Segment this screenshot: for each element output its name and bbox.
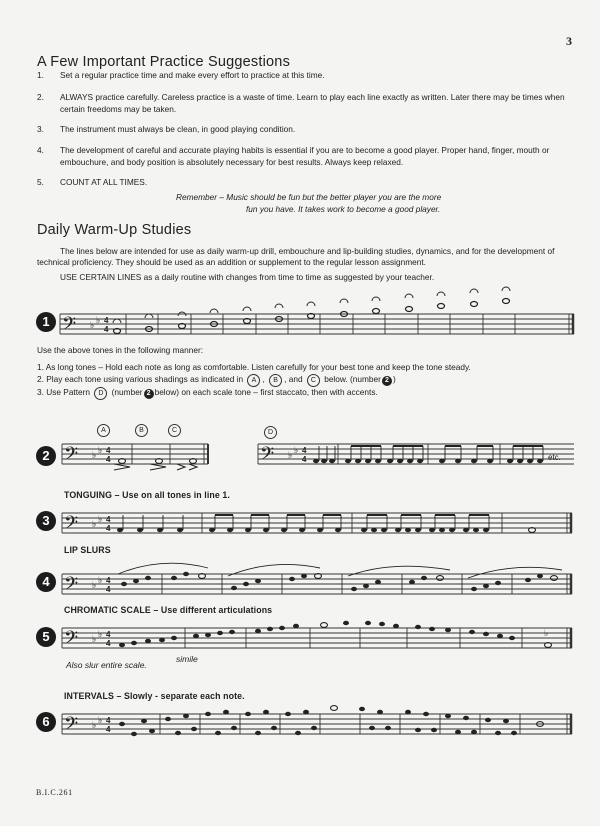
tonguing-title: TONGUING – Use on all tones in line 1.	[64, 490, 230, 500]
item-number: 1.	[37, 70, 44, 80]
svg-text:𝄢: 𝄢	[64, 513, 79, 538]
practice-item	[37, 145, 582, 169]
svg-text:♭: ♭	[294, 445, 299, 455]
svg-text:♭: ♭	[98, 715, 103, 725]
svg-text:♭: ♭	[288, 450, 293, 460]
etc-label: etc.	[548, 453, 561, 462]
circle-c-mark: C	[307, 374, 320, 387]
staff-line-2-right	[258, 440, 576, 476]
simile-note: simile	[176, 654, 198, 664]
item-number: 4.	[37, 145, 44, 155]
staff-line-6	[62, 700, 574, 746]
line2-mark-a: A	[97, 424, 110, 437]
svg-text:4: 4	[106, 524, 111, 533]
svg-text:𝄢: 𝄢	[260, 444, 275, 469]
svg-text:♭: ♭	[98, 575, 103, 585]
warmup-title: Daily Warm-Up Studies	[37, 222, 192, 238]
slur-note: Also slur entire scale.	[66, 660, 147, 670]
remember-line-2: fun you have. It takes work to become a good player.	[246, 204, 441, 214]
item-number: 2.	[37, 92, 44, 102]
line-number-5: 5	[36, 627, 56, 647]
svg-text:4: 4	[302, 455, 307, 464]
svg-text:4: 4	[104, 316, 109, 325]
practice-item	[37, 124, 582, 136]
svg-text:𝄢: 𝄢	[64, 574, 79, 599]
line2-mark-d: D	[264, 426, 277, 439]
remember-label: Remember	[176, 192, 218, 202]
item-text: ALWAYS practice carefully. Careless practice is a waste of time. Learn to play each line exactly as written. Later there may be times when certain freedoms may be taken.	[60, 92, 565, 114]
manner-intro: Use the above tones in the following manner:	[37, 345, 204, 355]
chromatic-title: CHROMATIC SCALE – Use different articulations	[64, 605, 273, 615]
ref-number-2: 2	[144, 389, 154, 399]
svg-text:4: 4	[106, 446, 111, 455]
svg-text:4: 4	[106, 576, 111, 585]
svg-text:♭: ♭	[92, 634, 97, 644]
svg-text:𝄢: 𝄢	[64, 628, 79, 653]
staff-line-4	[62, 556, 574, 602]
item-text: The development of careful and accurate playing habits is essential if you are to become a good player. Proper hand, finger, mouth or embouchure, and body position is absolutely necessary for best results. Always keep relaxed.	[60, 145, 550, 167]
svg-text:♭: ♭	[92, 720, 97, 730]
svg-text:𝄢: 𝄢	[64, 444, 79, 469]
page-number: 3	[566, 34, 572, 48]
svg-text:♭: ♭	[96, 315, 101, 325]
remember-line-1: – Music should be fun but the better player you are the more	[219, 192, 442, 202]
manner-1: 1. As long tones – Hold each note as long as comfortable. Listen carefully for your best tone and keep the tone steady.	[37, 362, 471, 372]
ref-number-2: 2	[382, 376, 392, 386]
svg-text:♭: ♭	[90, 320, 95, 330]
line-number-2: 2	[36, 446, 56, 466]
item-text: Set a regular practice time and make every effort to practice at this time.	[60, 70, 325, 80]
staff-line-3	[62, 505, 574, 541]
svg-text:4: 4	[106, 515, 111, 524]
circle-d-mark: D	[94, 387, 107, 400]
use-certain-lines: USE CERTAIN LINES as a daily routine with changes from time to time as suggested by your teacher.	[60, 272, 435, 282]
svg-text:♭: ♭	[92, 580, 97, 590]
svg-text:4: 4	[302, 446, 307, 455]
manner-2: 2. Play each tone using various shadings as indicated in A , B , and C below. (number 2 )	[37, 374, 396, 387]
item-number: 5.	[37, 177, 44, 187]
lip-slurs-title: LIP SLURS	[64, 545, 111, 555]
item-text: The instrument must always be clean, in good playing condition.	[60, 124, 296, 134]
manner-3: 3. Use Pattern D (number 2 below) on each scale tone – first staccato, then with accents.	[37, 387, 378, 400]
line-number-6: 6	[36, 712, 56, 732]
svg-text:4: 4	[106, 630, 111, 639]
svg-text:4: 4	[106, 585, 111, 594]
practice-item	[37, 92, 582, 116]
svg-text:♭: ♭	[98, 445, 103, 455]
item-number: 3.	[37, 124, 44, 134]
staff-line-2-left	[62, 440, 210, 476]
circle-b-mark: B	[269, 374, 282, 387]
svg-text:♭: ♭	[544, 628, 549, 638]
svg-text:4: 4	[104, 325, 109, 334]
svg-text:♭: ♭	[98, 514, 103, 524]
svg-text:4: 4	[106, 725, 111, 734]
item-text: COUNT AT ALL TIMES.	[60, 177, 148, 187]
svg-text:4: 4	[106, 455, 111, 464]
practice-item	[37, 177, 582, 189]
svg-text:𝄢: 𝄢	[62, 314, 77, 339]
line-number-4: 4	[36, 572, 56, 592]
staff-line-1	[60, 304, 576, 340]
svg-text:4: 4	[106, 716, 111, 725]
line-number-1: 1	[36, 312, 56, 332]
svg-text:♭: ♭	[98, 629, 103, 639]
line-number-3: 3	[36, 511, 56, 531]
line2-mark-c: C	[168, 424, 181, 437]
svg-text:♭: ♭	[92, 519, 97, 529]
svg-text:𝄢: 𝄢	[64, 714, 79, 739]
practice-title: A Few Important Practice Suggestions	[37, 54, 291, 70]
intervals-title: INTERVALS – Slowly - separate each note.	[64, 691, 245, 701]
warmup-intro: The lines below are intended for use as daily warm-up drill, embouchure and lip-building studies, dynamics, and for the development of technical proficiency. They should be used as an addition or supplement to the regular lesson assignment.	[37, 246, 555, 267]
circle-a-mark: A	[247, 374, 260, 387]
footer-code: B.I.C.261	[36, 788, 73, 797]
svg-text:♭: ♭	[92, 450, 97, 460]
remember-note	[176, 191, 441, 203]
svg-text:4: 4	[106, 639, 111, 648]
practice-item	[37, 70, 582, 82]
line2-mark-b: B	[135, 424, 148, 437]
staff-line-5	[62, 614, 574, 660]
